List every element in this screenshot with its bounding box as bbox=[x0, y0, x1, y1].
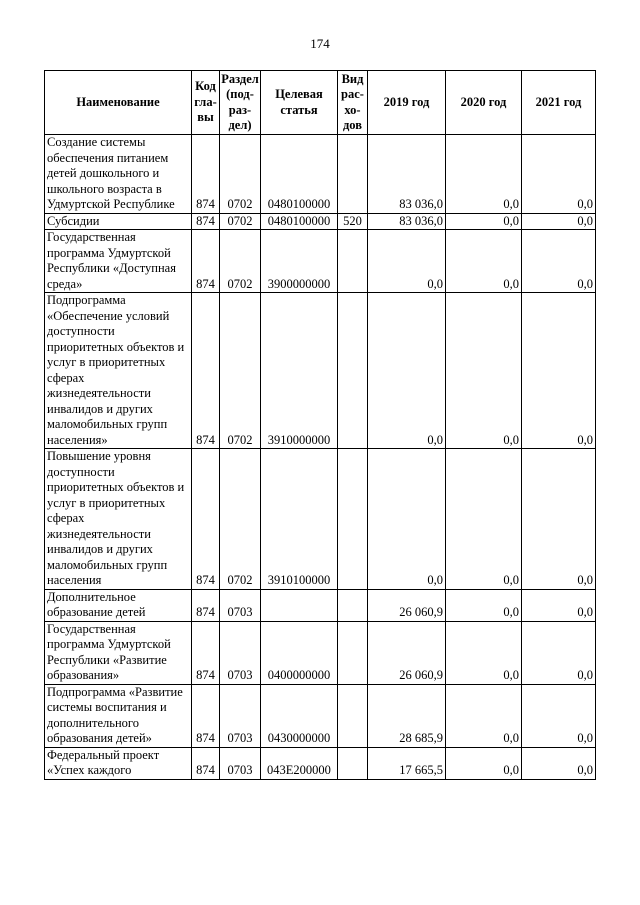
row-target: 3900000000 bbox=[261, 230, 338, 293]
row-target: 0430000000 bbox=[261, 684, 338, 747]
row-section: 0702 bbox=[220, 213, 261, 230]
header-code: Код гла- вы bbox=[192, 71, 220, 135]
row-2019: 0,0 bbox=[368, 449, 446, 590]
row-target: 043E200000 bbox=[261, 747, 338, 779]
header-name: Наименование bbox=[45, 71, 192, 135]
row-code: 874 bbox=[192, 230, 220, 293]
row-exp-type bbox=[338, 293, 368, 449]
table-row bbox=[45, 293, 596, 449]
header-2021: 2021 год bbox=[522, 71, 596, 135]
row-exp-type bbox=[338, 589, 368, 621]
row-name: Подпрограмма «Развитие системы воспитания и дополнительного образования детей» bbox=[45, 684, 192, 747]
row-code: 874 bbox=[192, 621, 220, 684]
row-2021: 0,0 bbox=[522, 449, 596, 590]
header-section: Раздел (под- раз- дел) bbox=[220, 71, 261, 135]
row-2019: 0,0 bbox=[368, 230, 446, 293]
table-row bbox=[45, 135, 596, 214]
row-2021: 0,0 bbox=[522, 213, 596, 230]
row-name: Государственная программа Удмуртской Республики «Доступная среда» bbox=[45, 230, 192, 293]
row-exp-type bbox=[338, 135, 368, 214]
table-row bbox=[45, 230, 596, 293]
row-2019: 17 665,5 bbox=[368, 747, 446, 779]
row-exp-type bbox=[338, 621, 368, 684]
row-code: 874 bbox=[192, 135, 220, 214]
row-exp-type bbox=[338, 449, 368, 590]
row-2021: 0,0 bbox=[522, 621, 596, 684]
row-name: Повышение уровня доступности приоритетных объектов и услуг в приоритетных сферах жизнедеятельности инвалидов и других маломобильных групп населения bbox=[45, 449, 192, 590]
row-name: Федеральный проект «Успех каждого bbox=[45, 747, 192, 779]
row-target: 3910100000 bbox=[261, 449, 338, 590]
row-2020: 0,0 bbox=[446, 747, 522, 779]
row-2019: 28 685,9 bbox=[368, 684, 446, 747]
row-name: Подпрограмма «Обеспечение условий доступности приоритетных объектов и услуг в приоритетных сферах жизнедеятельности инвалидов и других маломобильных групп населения» bbox=[45, 293, 192, 449]
row-target: 3910000000 bbox=[261, 293, 338, 449]
row-2021: 0,0 bbox=[522, 684, 596, 747]
row-2019: 0,0 bbox=[368, 293, 446, 449]
row-code: 874 bbox=[192, 449, 220, 590]
row-section: 0703 bbox=[220, 589, 261, 621]
budget-table bbox=[44, 70, 596, 780]
row-2020: 0,0 bbox=[446, 230, 522, 293]
row-exp-type bbox=[338, 684, 368, 747]
table-row bbox=[45, 589, 596, 621]
row-name: Государственная программа Удмуртской Республики «Развитие образования» bbox=[45, 621, 192, 684]
row-2021: 0,0 bbox=[522, 589, 596, 621]
row-2019: 26 060,9 bbox=[368, 589, 446, 621]
row-2020: 0,0 bbox=[446, 684, 522, 747]
row-section: 0703 bbox=[220, 684, 261, 747]
row-section: 0702 bbox=[220, 135, 261, 214]
table-row bbox=[45, 621, 596, 684]
table-row bbox=[45, 449, 596, 590]
row-code: 874 bbox=[192, 213, 220, 230]
row-2021: 0,0 bbox=[522, 135, 596, 214]
row-exp-type bbox=[338, 747, 368, 779]
row-2019: 83 036,0 bbox=[368, 135, 446, 214]
row-target: 0400000000 bbox=[261, 621, 338, 684]
row-code: 874 bbox=[192, 293, 220, 449]
header-2020: 2020 год bbox=[446, 71, 522, 135]
row-section: 0702 bbox=[220, 449, 261, 590]
row-target: 0480100000 bbox=[261, 135, 338, 214]
row-2020: 0,0 bbox=[446, 293, 522, 449]
row-2019: 83 036,0 bbox=[368, 213, 446, 230]
row-exp-type bbox=[338, 230, 368, 293]
row-section: 0703 bbox=[220, 747, 261, 779]
row-2021: 0,0 bbox=[522, 230, 596, 293]
table-row bbox=[45, 747, 596, 779]
row-section: 0702 bbox=[220, 293, 261, 449]
row-section: 0703 bbox=[220, 621, 261, 684]
row-2021: 0,0 bbox=[522, 747, 596, 779]
page-number: 174 bbox=[310, 36, 330, 51]
row-target bbox=[261, 589, 338, 621]
table-header-row bbox=[45, 71, 596, 135]
row-2020: 0,0 bbox=[446, 213, 522, 230]
row-code: 874 bbox=[192, 589, 220, 621]
row-name: Создание системы обеспечения питанием детей дошкольного и школьного возраста в Удмуртской Республике bbox=[45, 135, 192, 214]
header-target: Целевая статья bbox=[261, 71, 338, 135]
row-2020: 0,0 bbox=[446, 449, 522, 590]
row-2020: 0,0 bbox=[446, 589, 522, 621]
row-code: 874 bbox=[192, 747, 220, 779]
row-target: 0480100000 bbox=[261, 213, 338, 230]
row-2020: 0,0 bbox=[446, 135, 522, 214]
row-name: Дополнительное образование детей bbox=[45, 589, 192, 621]
table-row bbox=[45, 684, 596, 747]
row-2020: 0,0 bbox=[446, 621, 522, 684]
row-code: 874 bbox=[192, 684, 220, 747]
row-section: 0702 bbox=[220, 230, 261, 293]
header-exp-type: Вид рас- хо- дов bbox=[338, 71, 368, 135]
row-2019: 26 060,9 bbox=[368, 621, 446, 684]
row-2021: 0,0 bbox=[522, 293, 596, 449]
header-2019: 2019 год bbox=[368, 71, 446, 135]
row-name: Субсидии bbox=[45, 213, 192, 230]
row-exp-type: 520 bbox=[338, 213, 368, 230]
table-row bbox=[45, 213, 596, 230]
